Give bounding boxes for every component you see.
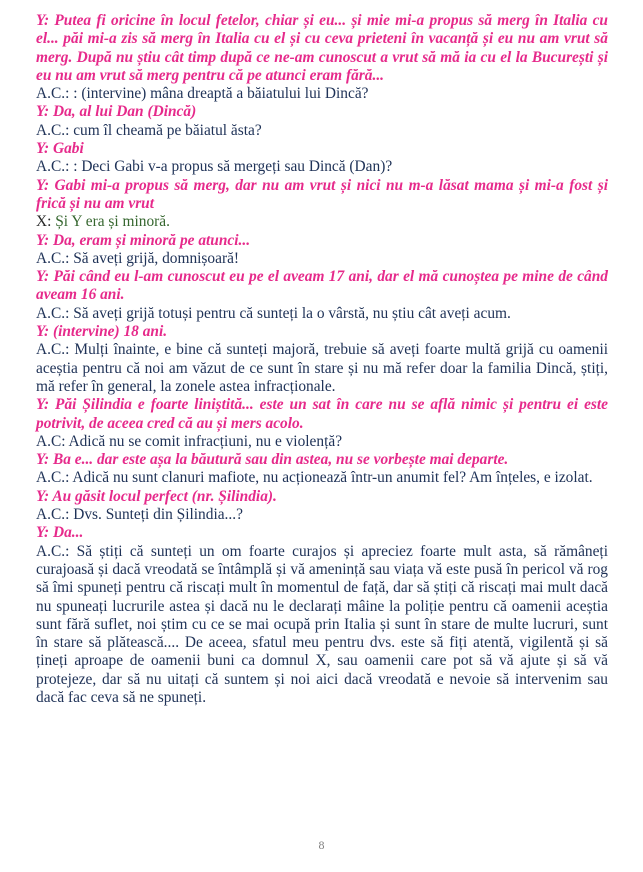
dialogue-line	[36, 451, 608, 469]
dialogue-line	[36, 85, 608, 103]
dialogue-segment: A.C.: cum îl cheamă pe băiatul ăsta?	[36, 121, 262, 139]
dialogue-line	[36, 524, 608, 542]
dialogue-line	[36, 433, 608, 451]
dialogue-line	[36, 232, 608, 250]
dialogue-segment: Y: Da...	[36, 524, 84, 542]
dialogue-segment: A.C: Adică nu se comit infracțiuni, nu e violență?	[36, 432, 343, 450]
dialogue-segment: Y: Da, eram și minoră pe atunci...	[36, 231, 251, 249]
dialogue-line	[36, 469, 608, 487]
dialogue-line	[36, 250, 608, 268]
dialogue-segment: Y: Da, al lui Dan (Dincă)	[36, 103, 197, 121]
dialogue-segment: A.C.: Să aveți grijă, domnișoară!	[36, 249, 240, 267]
dialogue-segment: Y: Au găsit locul perfect (nr. Șilindia).	[36, 487, 277, 505]
dialogue-segment: Și Y era și minoră.	[55, 213, 170, 231]
dialogue-segment: Y: Putea fi oricine în locul fetelor, chiar și eu... și mie mi-a propus să merg în Italia cu el... păi mi-a zis să merg în Italia cu el și cu ceva prieteni în vacanță și eu nu am vrut să merg. După nu știu cât timp după ce ne-am cunoscut a vrut să mă ia cu el la București și eu nu am vrut să merg pentru că pe atunci eram fără...	[36, 12, 608, 84]
dialogue-line	[36, 305, 608, 323]
dialogue-line	[36, 213, 608, 231]
dialogue-line	[36, 543, 608, 708]
dialogue-segment: Y: (intervine) 18 ani.	[36, 323, 168, 341]
transcript	[36, 12, 608, 707]
dialogue-line	[36, 177, 608, 214]
dialogue-segment: A.C.: Să aveți grijă totuși pentru că sunteți la o vârstă, nu știu cât aveți acum.	[36, 304, 511, 322]
dialogue-line	[36, 140, 608, 158]
dialogue-line	[36, 341, 608, 396]
dialogue-line	[36, 323, 608, 341]
dialogue-line	[36, 158, 608, 176]
dialogue-line	[36, 12, 608, 85]
dialogue-segment: A.C.: Dvs. Sunteți din Șilindia...?	[36, 506, 243, 524]
dialogue-segment: A.C.: : (intervine) mâna dreaptă a băiatului lui Dincă?	[36, 85, 369, 103]
dialogue-segment: A.C.: Adică nu sunt clanuri mafiote, nu acționează într-un anumit fel? Am înțeles, e izolat.	[36, 469, 593, 487]
dialogue-line	[36, 506, 608, 524]
dialogue-segment: A.C.: Mulți înainte, e bine că sunteți majoră, trebuie să aveți foarte multă grijă cu oamenii aceștia pentru că noi am văzut de ce sunt în stare și nu mă refer doar la familia Dincă, știți, mă refer în general, la zonele astea infracționale.	[36, 341, 608, 395]
dialogue-line	[36, 396, 608, 433]
dialogue-segment: Y: Păi Șilindia e foarte liniștită... este un sat în care nu se află nimic și pentru ei este potrivit, de aceea cred că au și mers acolo.	[36, 396, 608, 432]
dialogue-line	[36, 122, 608, 140]
dialogue-segment: Y: Gabi	[36, 140, 84, 158]
dialogue-segment: A.C.: Să știți că sunteți un om foarte curajos și apreciez foarte mult asta, să rămâneți curajoasă și dacă vreodată se întâmplă și vă amenință sau viața vă este pusă în pericol vă rog să îmi spuneți pentru că riscați mult în momentul de față, dar să știți că riscați mai mult dacă nu spuneați lucrurile astea și dacă nu le declarați mâine la poliție pentru că oamenii aceștia sunt fără suflet, noi știm cu ce se mai ocupă prin Italia și sunt în stare de multe lucruri, sunt în stare să plătească.... De aceea, sfatul meu pentru dvs. este să fiți atentă, vigilentă și să țineți aproape de oamenii buni ca domnul X, sau oamenii care pot să vă ajute și să vă protejeze, dar să nu uitați că suntem și noi aici dacă vreodată e nevoie să intervenim sau dacă fac ceva să ne spuneți.	[36, 542, 608, 706]
dialogue-segment: A.C.: : Deci Gabi v-a propus să mergeți sau Dincă (Dan)?	[36, 158, 393, 176]
dialogue-segment: Y: Gabi mi-a propus să merg, dar nu am vrut și nici nu m-a lăsat mama și mi-a fost și frică și nu am vrut	[36, 176, 608, 212]
dialogue-segment: Y: Ba e... dar este așa la băutură sau din astea, nu se vorbește mai departe.	[36, 451, 509, 469]
dialogue-line	[36, 268, 608, 305]
page-number: 8	[318, 838, 325, 852]
dialogue-line	[36, 103, 608, 121]
dialogue-segment: X:	[36, 213, 56, 231]
dialogue-line	[36, 488, 608, 506]
dialogue-segment: Y: Păi când eu l-am cunoscut eu pe el aveam 17 ani, dar el mă cunoștea pe mine de când aveam 16 ani.	[36, 268, 608, 304]
